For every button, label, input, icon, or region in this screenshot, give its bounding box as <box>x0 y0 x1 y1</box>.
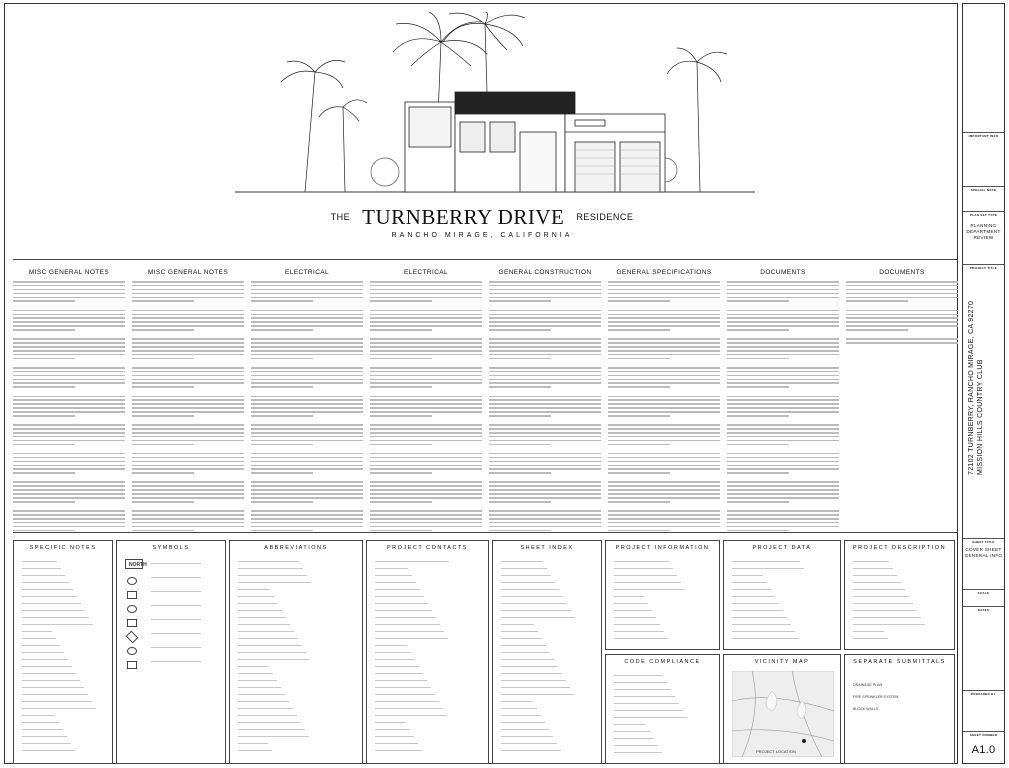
text-line <box>732 617 787 618</box>
text-line <box>22 610 85 611</box>
project-data-box <box>723 540 841 650</box>
text-line <box>375 638 448 639</box>
text-line <box>614 703 679 704</box>
text-line <box>501 750 561 751</box>
notes-column-heading: GENERAL SPECIFICATIONS <box>616 269 712 276</box>
project-address: 72102 TURNBERRY, RANCHO MIRAGE, CA 92270 <box>968 300 975 475</box>
text-line <box>22 652 64 653</box>
text-line <box>238 722 301 723</box>
text-line <box>501 680 566 681</box>
text-line <box>614 624 660 625</box>
vicinity-map <box>732 671 834 757</box>
title-name: TURNBERRY DRIVE <box>362 204 565 229</box>
text-line <box>22 743 71 744</box>
sheet-number-section <box>963 731 1004 764</box>
text-line <box>22 680 80 681</box>
text-line <box>501 722 545 723</box>
text-line <box>614 696 675 697</box>
text-line <box>238 624 290 625</box>
keynote-symbol <box>127 661 137 669</box>
text-line <box>501 575 551 576</box>
notes-text-block <box>370 281 482 533</box>
prepared-by-section <box>963 690 1004 696</box>
text-line <box>501 603 567 604</box>
scale-label: SCALE <box>977 591 990 595</box>
project-contacts-heading: PROJECT CONTACTS <box>387 545 468 551</box>
text-line <box>732 638 799 639</box>
text-line <box>238 596 274 597</box>
text-line <box>375 673 423 674</box>
text-line <box>22 708 96 709</box>
section-symbol <box>127 577 137 585</box>
notes-text-block <box>251 281 363 533</box>
text-line <box>22 673 76 674</box>
text-line <box>732 631 795 632</box>
text-line <box>614 689 671 690</box>
text-line <box>22 701 92 702</box>
dates-label: DATES <box>977 608 990 612</box>
symbol-description-line <box>151 647 201 648</box>
elevation-symbol <box>127 605 137 613</box>
symbols-heading: SYMBOLS <box>152 545 190 551</box>
notes-column-heading: DOCUMENTS <box>879 269 925 276</box>
text-line <box>22 729 63 730</box>
notes-text-block <box>727 281 839 533</box>
abbreviations-box <box>229 540 363 764</box>
text-line <box>375 694 435 695</box>
text-line <box>732 568 804 569</box>
sheet-title-label: SHEET TITLE <box>972 540 995 544</box>
text-line <box>375 575 412 576</box>
notes-column <box>13 269 125 276</box>
notes-text-block <box>608 281 720 533</box>
text-line <box>22 582 69 583</box>
text-line <box>238 687 281 688</box>
project-club: MISSION HILLS COUNTRY CLUB <box>977 359 984 475</box>
text-line <box>375 568 408 569</box>
text-line <box>614 638 668 639</box>
text-line <box>732 596 775 597</box>
symbol-description-line <box>151 619 201 620</box>
notes-text-block <box>846 281 958 346</box>
text-line <box>238 603 278 604</box>
specific-notes-box <box>13 540 113 764</box>
text-line <box>501 596 563 597</box>
text-line <box>614 575 677 576</box>
house-elevation-drawing <box>235 12 755 202</box>
text-line <box>238 736 309 737</box>
submittal-item: BLOCK WALLS <box>853 707 879 711</box>
text-line <box>853 568 893 569</box>
text-line <box>732 589 771 590</box>
text-line <box>375 736 414 737</box>
text-line <box>22 617 89 618</box>
text-line <box>501 610 571 611</box>
project-title <box>5 203 959 230</box>
notes-text-block <box>132 281 244 533</box>
text-line <box>853 617 921 618</box>
text-line <box>238 652 306 653</box>
text-line <box>22 750 75 751</box>
text-line <box>238 575 307 576</box>
text-line <box>238 743 268 744</box>
north-label: NORTH <box>129 562 147 568</box>
text-line <box>22 638 56 639</box>
text-line <box>22 659 68 660</box>
text-line <box>238 638 298 639</box>
text-line <box>732 603 779 604</box>
code-compliance-box <box>605 654 720 764</box>
notes-column <box>251 269 363 276</box>
text-line <box>853 624 925 625</box>
text-line <box>501 736 553 737</box>
text-line <box>501 568 547 569</box>
text-line <box>238 610 282 611</box>
notes-column <box>132 269 244 276</box>
sheet-index-heading: SHEET INDEX <box>520 545 574 551</box>
text-line <box>375 659 415 660</box>
title-prefix: THE <box>330 212 351 223</box>
text-line <box>238 582 311 583</box>
notes-column <box>489 269 601 276</box>
text-line <box>732 610 783 611</box>
text-line <box>22 624 93 625</box>
text-line <box>614 745 658 746</box>
project-location-label: PROJECT LOCATION <box>756 749 796 754</box>
symbol-description-line <box>151 577 201 578</box>
text-line <box>22 645 60 646</box>
window-symbol <box>127 619 137 627</box>
project-data-heading: PROJECT DATA <box>752 545 812 551</box>
project-title-section <box>963 264 1004 537</box>
text-line <box>732 582 767 583</box>
text-line <box>853 589 905 590</box>
text-line <box>22 568 61 569</box>
separate-submittals-box <box>844 654 955 764</box>
text-line <box>238 673 273 674</box>
notes-column-heading: ELECTRICAL <box>284 269 330 276</box>
text-line <box>614 710 683 711</box>
text-line <box>501 659 554 660</box>
notes-text-block <box>13 281 125 533</box>
text-line <box>238 568 303 569</box>
project-description-heading: PROJECT DESCRIPTION <box>852 545 947 551</box>
symbol-description-line <box>151 605 201 606</box>
text-line <box>22 666 72 667</box>
text-line <box>614 738 654 739</box>
text-line <box>501 715 541 716</box>
text-line <box>853 610 917 611</box>
divider-top <box>13 259 957 260</box>
text-line <box>501 743 557 744</box>
text-line <box>375 652 411 653</box>
project-address-rotated <box>967 235 985 475</box>
text-line <box>238 631 294 632</box>
text-line <box>238 617 286 618</box>
text-line <box>375 722 406 723</box>
text-line <box>238 701 289 702</box>
text-line <box>375 687 431 688</box>
symbol-description-line <box>151 661 201 662</box>
project-location: RANCHO MIRAGE, CALIFORNIA <box>391 232 573 239</box>
text-line <box>375 743 418 744</box>
text-line <box>238 715 297 716</box>
text-line <box>614 582 681 583</box>
divider-bottom <box>13 532 957 533</box>
special-note-section <box>963 186 1004 192</box>
sheet-number-label: SHEET NUMBER <box>969 733 998 737</box>
text-line <box>375 715 447 716</box>
text-line <box>375 582 416 583</box>
text-line <box>375 617 436 618</box>
text-line <box>501 589 559 590</box>
project-title-label: PROJECT TITLE <box>969 266 998 270</box>
text-line <box>614 631 664 632</box>
text-line <box>853 638 888 639</box>
text-line <box>375 596 424 597</box>
sheet-number: A1.0 <box>971 744 996 756</box>
text-line <box>22 715 55 716</box>
scale-section <box>963 589 1004 595</box>
symbol-description-line <box>151 633 201 634</box>
notes-column <box>608 269 720 276</box>
text-line <box>501 638 542 639</box>
text-line <box>853 582 901 583</box>
text-line <box>375 631 444 632</box>
text-line <box>614 589 685 590</box>
text-line <box>501 624 534 625</box>
vicinity-map-heading: VICINITY MAP <box>754 659 810 665</box>
text-line <box>375 680 427 681</box>
text-line <box>501 673 562 674</box>
text-line <box>614 596 644 597</box>
text-line <box>501 729 549 730</box>
notes-column-heading: MISC GENERAL NOTES <box>28 269 110 276</box>
text-line <box>732 624 791 625</box>
vicinity-map-box <box>723 654 841 764</box>
text-line <box>22 694 88 695</box>
text-line <box>501 666 558 667</box>
text-line <box>732 561 800 562</box>
dates-section <box>963 606 1004 687</box>
text-line <box>22 631 52 632</box>
text-line <box>501 694 574 695</box>
text-line <box>375 603 428 604</box>
special-note-label: SPECIAL NOTE <box>970 188 997 192</box>
symbol-description-line <box>151 591 201 592</box>
text-line <box>853 575 897 576</box>
separate-submittals-heading: SEPARATE SUBMITTALS <box>853 659 946 665</box>
text-line <box>375 701 439 702</box>
revision-symbol <box>126 631 139 644</box>
text-line <box>501 582 555 583</box>
text-line <box>22 575 65 576</box>
sheet-title-value: COVER SHEET GENERAL INFO <box>964 547 1003 558</box>
text-line <box>375 708 443 709</box>
notes-column <box>370 269 482 276</box>
text-line <box>375 750 422 751</box>
text-line <box>238 680 277 681</box>
notes-column <box>846 269 958 276</box>
text-line <box>375 610 432 611</box>
text-line <box>614 717 687 718</box>
notes-column-heading: ELECTRICAL <box>403 269 449 276</box>
project-contacts-box <box>366 540 489 764</box>
text-line <box>22 722 59 723</box>
text-line <box>853 631 884 632</box>
symbols-box <box>116 540 226 764</box>
text-line <box>614 617 656 618</box>
text-line <box>22 687 84 688</box>
text-line <box>238 729 305 730</box>
code-compliance-heading: CODE COMPLIANCE <box>624 659 701 665</box>
text-line <box>375 589 420 590</box>
abbreviations-heading: ABBREVIATIONS <box>264 545 328 551</box>
project-description-box <box>844 540 955 650</box>
text-line <box>614 682 667 683</box>
text-line <box>375 624 440 625</box>
text-line <box>22 603 81 604</box>
prepared-by-label: PREPARED BY <box>971 692 996 696</box>
notes-column-heading: GENERAL CONSTRUCTION <box>498 269 592 276</box>
text-line <box>375 561 449 562</box>
text-line <box>238 659 310 660</box>
text-line <box>375 645 407 646</box>
text-line <box>375 729 410 730</box>
symbol-description-line <box>151 563 201 564</box>
text-line <box>614 603 648 604</box>
text-line <box>732 575 763 576</box>
text-line <box>238 645 302 646</box>
text-line <box>501 701 533 702</box>
text-line <box>853 561 889 562</box>
text-line <box>853 603 913 604</box>
text-line <box>238 666 269 667</box>
text-line <box>614 724 646 725</box>
project-information-heading: PROJECT INFORMATION <box>615 545 710 551</box>
plan-set-type-value: PLANNING DEPARTMENT REVIEW <box>966 223 1001 240</box>
text-line <box>614 561 669 562</box>
text-line <box>238 750 272 751</box>
important-info-label: IMPORTANT INFO <box>968 134 999 138</box>
detail-symbol <box>127 591 137 599</box>
submittal-item: FIRE SPRINKLER SYSTEM <box>853 695 899 699</box>
title-suffix: RESIDENCE <box>576 212 634 223</box>
text-line <box>375 666 419 667</box>
notes-column-heading: DOCUMENTS <box>760 269 806 276</box>
text-line <box>614 610 652 611</box>
submittal-item: DRAINAGE PLAN <box>853 683 883 687</box>
sheet-title-section <box>963 538 1004 569</box>
notes-column <box>727 269 839 276</box>
text-line <box>501 652 550 653</box>
text-line <box>501 708 537 709</box>
text-line <box>501 561 543 562</box>
text-line <box>22 596 77 597</box>
text-line <box>614 568 673 569</box>
title-block <box>962 3 1005 764</box>
text-line <box>501 645 546 646</box>
project-information-box <box>605 540 720 650</box>
text-line <box>853 596 909 597</box>
important-info-section <box>963 132 1004 138</box>
text-line <box>22 736 67 737</box>
text-line <box>614 675 663 676</box>
text-line <box>238 694 285 695</box>
specific-notes-heading: SPECIFIC NOTES <box>29 545 97 551</box>
text-line <box>22 561 57 562</box>
notes-column-heading: MISC GENERAL NOTES <box>147 269 229 276</box>
text-line <box>501 617 575 618</box>
text-line <box>501 687 570 688</box>
drawing-sheet <box>4 3 958 764</box>
text-line <box>238 561 299 562</box>
door-symbol <box>127 647 137 655</box>
text-line <box>614 752 662 753</box>
text-line <box>614 731 650 732</box>
sheet-index-box <box>492 540 602 764</box>
text-line <box>238 708 293 709</box>
text-line <box>238 589 270 590</box>
text-line <box>501 631 538 632</box>
text-line <box>22 589 73 590</box>
notes-text-block <box>489 281 601 533</box>
plan-set-type-label: PLAN SET TYPE <box>969 213 998 217</box>
